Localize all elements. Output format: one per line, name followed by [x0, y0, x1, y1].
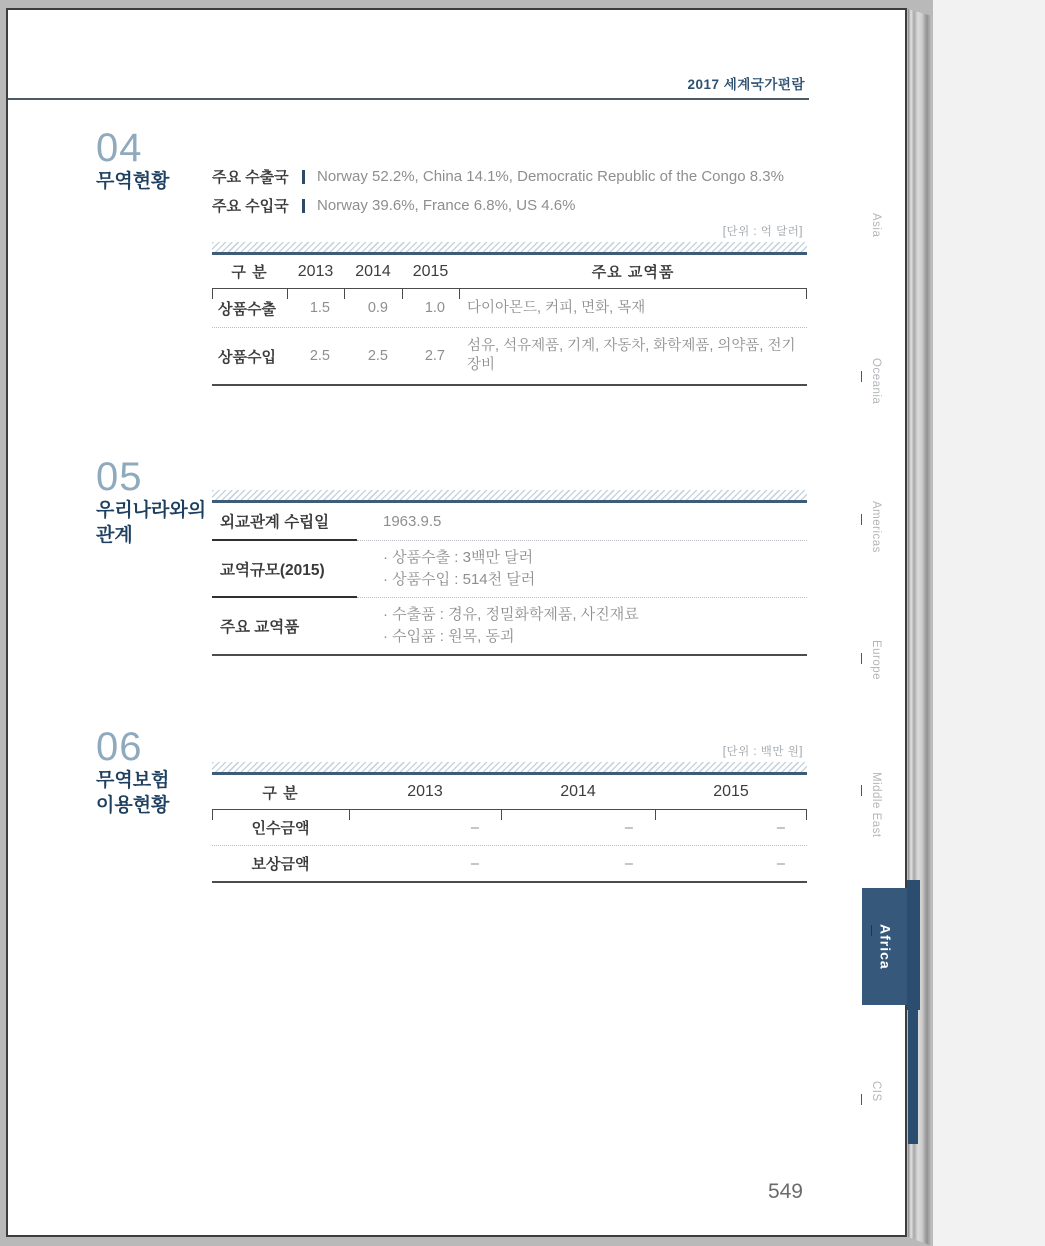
row-label: 상품수출	[218, 300, 276, 318]
side-tab-asia	[870, 213, 882, 237]
table-row-diplomatic-date	[212, 503, 807, 541]
page-number: 549	[767, 1180, 803, 1203]
row-label: 교역규모(2015)	[212, 541, 357, 598]
document-page	[6, 8, 907, 1237]
tab-tick	[861, 785, 862, 796]
side-tab-cis	[870, 1081, 882, 1102]
africa-tab-edge	[907, 880, 920, 1010]
export-partners-label: 주요 수출국	[212, 169, 289, 186]
column-header-2014: 2014	[560, 783, 596, 800]
unit-label-trade-table: [단위 : 억 달러]	[722, 226, 803, 238]
tab-tick	[861, 514, 862, 525]
side-tab-label: Oceania	[870, 358, 882, 405]
page-header-title: 2017 세계국가편람	[687, 77, 805, 92]
import-partners-label: 주요 수입국	[212, 198, 289, 215]
tab-tick	[861, 371, 862, 382]
column-tick	[287, 289, 288, 299]
column-header-items: 주요 교역품	[591, 264, 675, 281]
side-tab-label: Europe	[870, 640, 882, 681]
value-2013: –	[470, 855, 479, 872]
value-2015: 1.0	[424, 300, 445, 316]
side-tab-africa-active	[862, 888, 909, 1005]
tab-tick	[861, 1094, 862, 1105]
trade-partners-block	[212, 162, 812, 220]
separator-bar-icon	[302, 199, 305, 213]
table-row-exports	[212, 289, 807, 328]
value-2013: 2.5	[309, 348, 330, 364]
row-value	[357, 598, 807, 654]
section-06-title-line1: 무역보험	[96, 770, 170, 791]
section-05-number: 05	[96, 455, 143, 499]
table-row-trade-volume	[212, 541, 807, 598]
import-partners-row	[212, 191, 812, 220]
section-05-heading	[96, 457, 214, 548]
table-header-band	[212, 242, 807, 255]
column-tick	[402, 289, 403, 299]
export-partners-value: Norway 52.2%, China 14.1%, Democratic Republic of the Congo 8.3%	[317, 168, 784, 185]
side-tab-middle-east	[870, 772, 882, 838]
value-2015: 2.7	[424, 348, 445, 364]
value-2013: 1.5	[309, 300, 330, 316]
row-value	[357, 541, 807, 598]
value-line: · 수입품 : 원목, 동괴	[383, 628, 515, 645]
value-2015: –	[776, 819, 785, 836]
korea-relations-table	[212, 490, 807, 656]
insurance-table-header-row	[212, 775, 807, 810]
value-2014: –	[624, 855, 633, 872]
header-rule	[8, 98, 809, 100]
side-tab-americas	[870, 501, 882, 553]
table-header-band	[212, 762, 807, 775]
trade-table	[212, 242, 807, 386]
value-line: · 상품수입 : 514천 달러	[383, 571, 536, 588]
column-tick	[212, 289, 213, 299]
row-label: 외교관계 수립일	[212, 503, 357, 541]
row-label: 상품수입	[218, 348, 276, 366]
column-tick	[806, 289, 807, 299]
column-tick	[212, 810, 213, 820]
side-tab-oceania	[870, 358, 882, 404]
value-2015: –	[776, 855, 785, 872]
column-tick	[655, 810, 656, 820]
section-06-heading	[96, 727, 214, 818]
value-2013: –	[470, 819, 479, 836]
column-tick	[501, 810, 502, 820]
side-tab-label: Africa	[877, 923, 894, 970]
table-row-imports	[212, 328, 807, 386]
column-header-2013: 2013	[407, 783, 443, 800]
row-value	[357, 503, 807, 541]
section-05-title-line2: 관계	[96, 525, 133, 546]
column-header-category: 구 분	[262, 784, 299, 802]
side-tab-label: Asia	[870, 213, 882, 238]
row-label: 보상금액	[251, 856, 310, 873]
row-label: 주요 교역품	[220, 619, 300, 636]
africa-section-edge-stripe	[908, 1008, 918, 1144]
export-partners-row	[212, 162, 812, 191]
row-label: 인수금액	[251, 820, 310, 837]
column-header-category: 구 분	[231, 264, 268, 281]
column-tick	[344, 289, 345, 299]
value-2014: 2.5	[367, 348, 388, 364]
section-06-number: 06	[96, 725, 143, 769]
trade-table-header-row	[212, 255, 807, 289]
value-2014: 0.9	[367, 300, 388, 316]
section-06-title-line2: 이용현황	[96, 795, 170, 816]
items-cell: 섬유, 석유제품, 기계, 자동차, 화학제품, 의약품, 전기장비	[467, 338, 796, 373]
column-tick	[806, 810, 807, 820]
column-header-2015: 2015	[412, 262, 449, 280]
column-header-2013: 2013	[297, 262, 334, 280]
column-header-2015: 2015	[713, 783, 749, 800]
trade-insurance-table	[212, 762, 807, 883]
separator-bar-icon	[302, 170, 305, 184]
column-header-2014: 2014	[355, 262, 391, 280]
tab-tick	[871, 925, 872, 936]
section-06-title	[96, 768, 214, 818]
items-cell: 다이아몬드, 커피, 면화, 목재	[467, 299, 646, 316]
section-05-title-line1: 우리나라와의	[96, 500, 207, 521]
side-tab-europe	[870, 640, 882, 680]
value-line: · 상품수출 : 3백만 달러	[383, 549, 534, 566]
table-row-compensated	[212, 846, 807, 883]
section-05-title	[96, 498, 214, 548]
side-tab-label: CIS	[870, 1081, 882, 1102]
value-line: · 수출품 : 경유, 정밀화학제품, 사진재료	[383, 606, 639, 623]
value-line: 1963.9.5	[383, 512, 442, 530]
table-row-trade-items	[212, 598, 807, 654]
import-partners-value: Norway 39.6%, France 6.8%, US 4.6%	[317, 197, 576, 214]
tab-tick	[861, 653, 862, 664]
column-tick	[459, 289, 460, 299]
table-header-band	[212, 490, 807, 503]
table-row-underwritten	[212, 810, 807, 846]
side-tab-label: Americas	[870, 501, 882, 553]
unit-label-insurance-table: [단위 : 백만 원]	[722, 746, 803, 758]
section-04-title: 무역현황	[96, 171, 170, 192]
column-tick	[349, 810, 350, 820]
value-2014: –	[624, 819, 633, 836]
section-04-heading	[96, 128, 214, 194]
side-tab-label: Middle East	[870, 772, 882, 838]
table-bottom-rule	[212, 654, 807, 656]
section-04-number: 04	[96, 126, 143, 170]
